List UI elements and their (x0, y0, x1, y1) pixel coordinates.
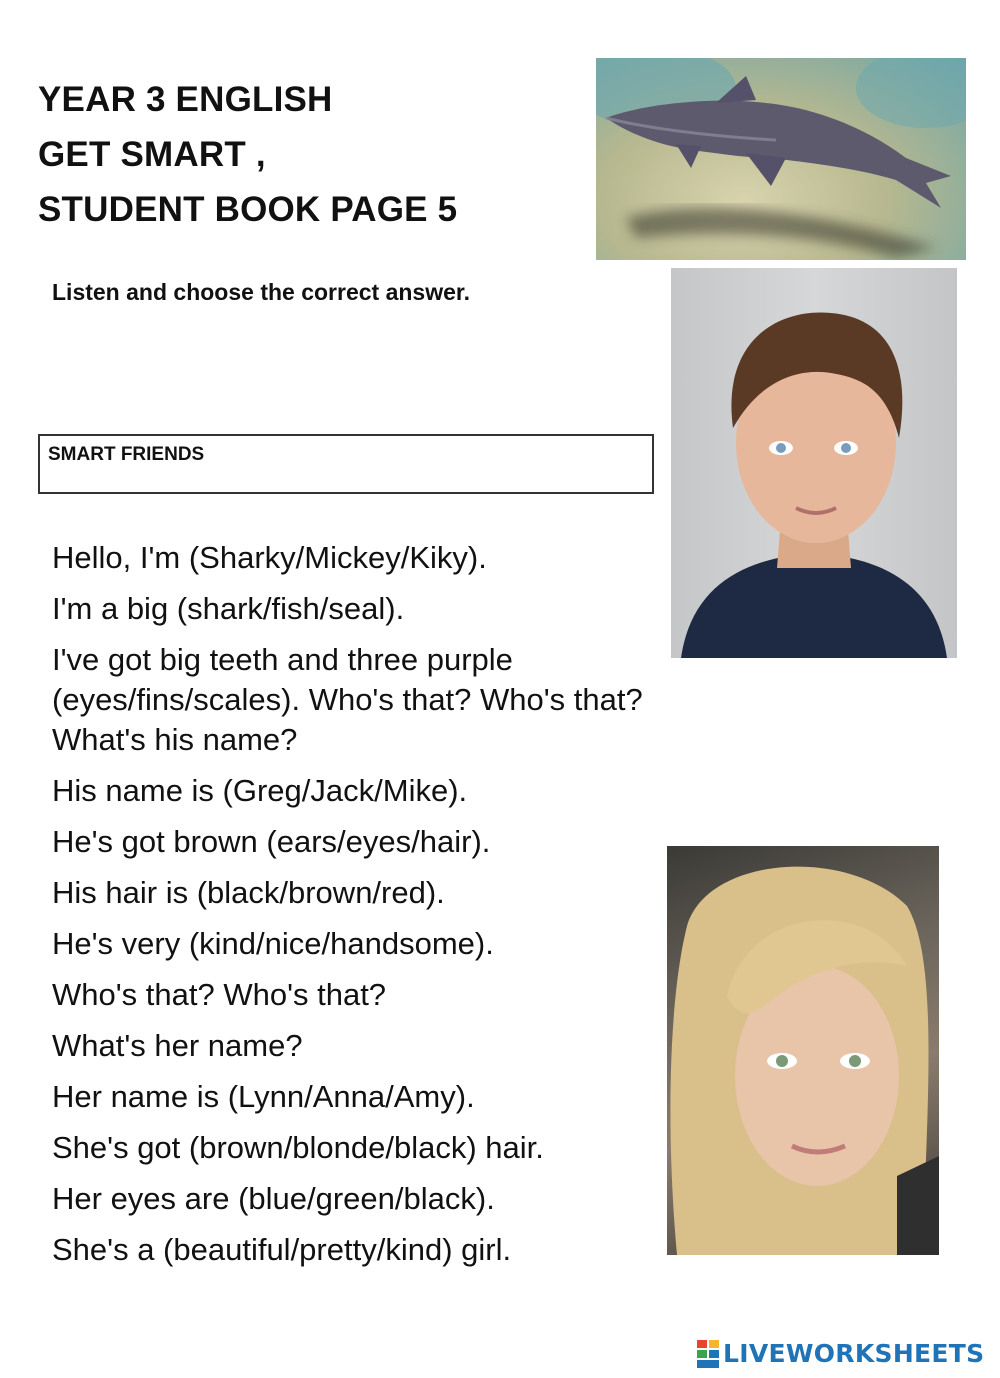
section-label: SMART FRIENDS (48, 444, 205, 465)
lyric-line: He's very (kind/nice/handsome). (52, 926, 494, 961)
liveworksheets-brand (697, 1339, 984, 1368)
girl-portrait (667, 846, 939, 1255)
lyric-line: His name is (Greg/Jack/Mike). (52, 773, 468, 808)
brand-name: LIVEWORKSHEETS (723, 1339, 985, 1368)
section-box (38, 434, 654, 494)
shark-photo (596, 58, 966, 260)
lyric-line: Who's that? Who's that? (52, 977, 387, 1012)
lyric-line: Hello, I'm (Sharky/Mickey/Kiky). (52, 540, 487, 575)
liveworksheets-logo-icon (697, 1340, 719, 1368)
lyric-line: She's a (beautiful/pretty/kind) girl. (52, 1232, 512, 1267)
lyric-line: What's her name? (52, 1028, 303, 1063)
instruction-text: Listen and choose the correct answer. (52, 279, 470, 305)
worksheet-title (38, 72, 457, 237)
lyric-line: Her name is (Lynn/Anna/Amy). (52, 1079, 475, 1114)
lyric-line: I've got big teeth and three purple (eyes/fins/scales). Who's that? Who's that? What's his name? (52, 642, 643, 757)
lyric-line: Her eyes are (blue/green/black). (52, 1181, 495, 1216)
lyric-line: He's got brown (ears/eyes/hair). (52, 824, 491, 859)
lyric-line: I'm a big (shark/fish/seal). (52, 591, 405, 626)
lyric-line: She's got (brown/blonde/black) hair. (52, 1130, 544, 1165)
lyric-line: His hair is (black/brown/red). (52, 875, 445, 910)
title-line-3: STUDENT BOOK PAGE 5 (38, 190, 458, 229)
title-line-2: GET SMART , (38, 135, 266, 174)
title-line-1: YEAR 3 ENGLISH (38, 80, 333, 119)
